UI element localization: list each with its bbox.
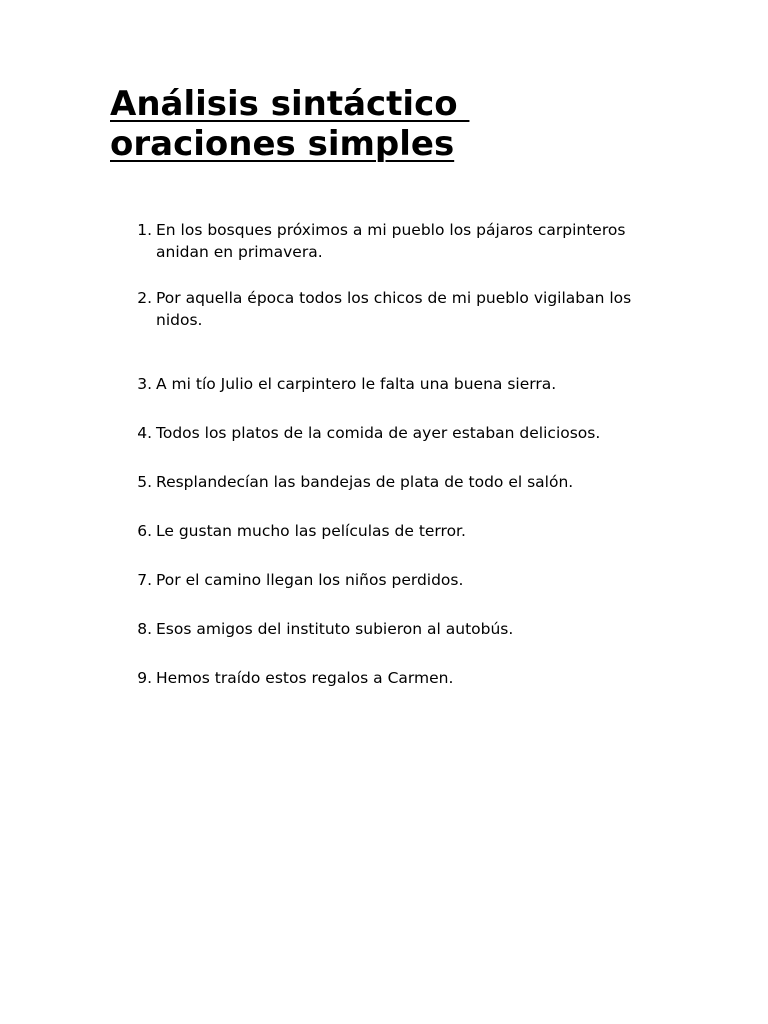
list-item-text: Por aquella época todos los chicos de mi pueblo vigilaban los nidos. (156, 289, 632, 329)
list-item-text: A mi tío Julio el carpintero le falta una buena sierra. (156, 375, 557, 393)
list-item-number: 1. (137, 221, 152, 239)
list-item (128, 219, 658, 263)
list-item-number: 3. (137, 375, 152, 393)
title-line-1: Análisis sintáctico (110, 84, 470, 124)
list-item-text: En los bosques próximos a mi pueblo los pájaros carpinteros anidan en primavera. (156, 221, 626, 261)
list-item (128, 618, 658, 640)
list-item-text: Por el camino llegan los niños perdidos. (156, 571, 464, 589)
list-item (128, 520, 658, 542)
list-item (128, 471, 658, 493)
list-item-text: Le gustan mucho las películas de terror. (156, 522, 466, 540)
list-item-number: 8. (137, 620, 152, 638)
list-item-text: Resplandecían las bandejas de plata de todo el salón. (156, 473, 574, 491)
list-item-number: 4. (137, 424, 152, 442)
document-title (110, 84, 670, 164)
list-item-number: 7. (137, 571, 152, 589)
list-item-text: Esos amigos del instituto subieron al autobús. (156, 620, 514, 638)
list-item (128, 667, 658, 689)
list-item-number: 9. (137, 669, 152, 687)
list-item-number: 2. (137, 289, 152, 307)
list-item (128, 422, 658, 444)
list-item-text: Todos los platos de la comida de ayer estaban deliciosos. (156, 424, 601, 442)
list-item (128, 569, 658, 591)
title-line-2: oraciones simples (110, 124, 455, 164)
list-item (128, 287, 658, 331)
list-item-number: 5. (137, 473, 152, 491)
list-item (128, 373, 658, 395)
list-item-number: 6. (137, 522, 152, 540)
list-item-text: Hemos traído estos regalos a Carmen. (156, 669, 454, 687)
